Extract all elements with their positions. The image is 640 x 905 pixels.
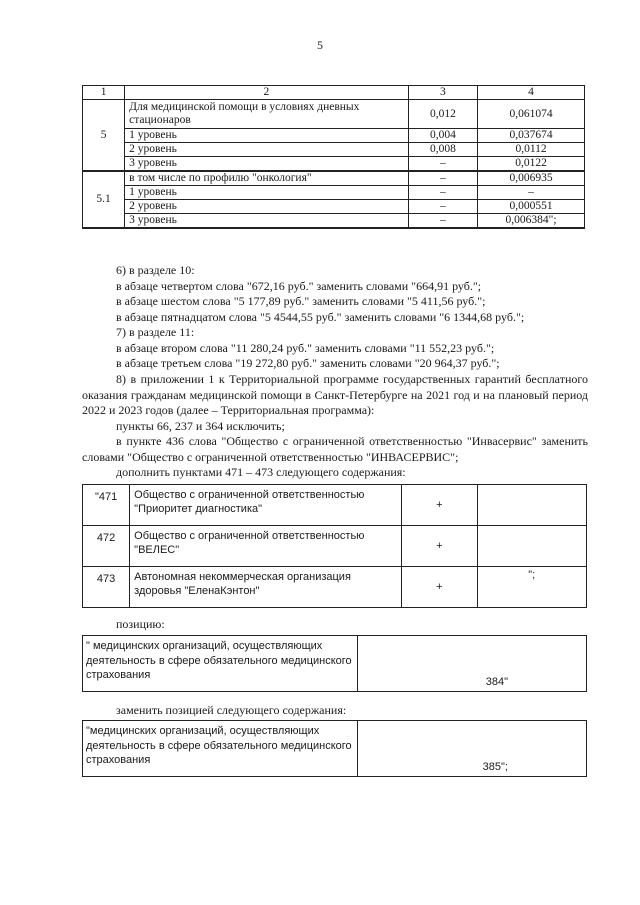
organizations-table — [82, 484, 587, 608]
table-row — [83, 186, 585, 200]
table-row — [83, 526, 587, 567]
org-name: Общество с ограниченной ответственностью "ВЕЛЕС" — [130, 526, 402, 567]
paragraph: в пункте 436 слова "Общество с ограниченной ответственностью "Инвасервис" заменить словами "Общество с ограниченной ответственностью "ИНВАСЕРВИС"; — [82, 434, 588, 464]
table-row — [83, 721, 587, 777]
row-label: Для медицинской помощи в условиях дневных стационаров — [125, 100, 409, 129]
position-text: " медицинских организаций, осуществляющих деятельность в сфере обязательного медицинского страхования — [83, 636, 358, 692]
row-value: 0,0112 — [478, 143, 585, 157]
paragraph: в абзаце шестом слова "5 177,89 руб." заменить словами "5 411,56 руб."; — [116, 294, 486, 308]
row-value: 0,004 — [408, 129, 477, 143]
paragraph: в абзаце пятнадцатом слова "5 4544,55 руб." заменить словами "6 1344,68 руб."; — [116, 310, 525, 324]
header-cell: 4 — [478, 86, 585, 100]
row-value: – — [478, 186, 585, 200]
table-row — [83, 200, 585, 214]
replace-label: заменить позицией следующего содержания: — [116, 703, 347, 717]
paragraph: пункты 66, 237 и 364 исключить; — [116, 419, 285, 433]
row-value: – — [408, 200, 477, 214]
position-value: 384" — [357, 636, 586, 692]
paragraph: в абзаце третьем слова "19 272,80 руб." заменить словами "20 964,37 руб."; — [116, 356, 500, 370]
row-number: 473 — [83, 567, 130, 608]
table-row — [83, 214, 585, 229]
row-value: – — [408, 186, 477, 200]
row-value: – — [408, 214, 477, 229]
table-row — [83, 157, 585, 172]
volumes-table — [82, 85, 585, 229]
page-number: 5 — [317, 38, 323, 52]
table-row — [83, 143, 585, 157]
row-label: 3 уровень — [125, 214, 409, 229]
table-row — [83, 171, 585, 186]
row-label: в том числе по профилю "онкология" — [125, 171, 409, 186]
paragraph: в абзаце втором слова "11 280,24 руб." заменить словами "11 552,23 руб."; — [116, 341, 495, 355]
table-row — [83, 129, 585, 143]
position-label: позицию: — [116, 617, 165, 631]
row-value: 0,008 — [408, 143, 477, 157]
org-name: Общество с ограниченной ответственностью "Приоритет диагностика" — [130, 485, 402, 526]
table-header-row — [83, 86, 585, 100]
paragraph: дополнить пунктами 471 – 473 следующего содержания: — [116, 465, 406, 479]
table-row — [83, 100, 585, 129]
table-row — [83, 567, 587, 608]
row-value: – — [408, 171, 477, 186]
row-value: 0,0122 — [478, 157, 585, 172]
position-box-new — [82, 720, 587, 777]
row-number: 5.1 — [83, 171, 125, 228]
table-row — [83, 636, 587, 692]
row-label: 2 уровень — [125, 200, 409, 214]
position-value: 385"; — [357, 721, 586, 777]
row-label: 3 уровень — [125, 157, 409, 172]
row-value: 0,006935 — [478, 171, 585, 186]
row-value: 0,061074 — [478, 100, 585, 129]
paragraph: 8) в приложении 1 к Территориальной программе государственных гарантий бесплатного оказания гражданам медицинской помощи в Санкт-Петербурге на 2021 год и на плановый период 2022 и 2023 годов (далее – Территориальная программа): — [82, 372, 588, 418]
paragraph: 6) в разделе 10: — [116, 263, 195, 277]
row-number: 472 — [83, 526, 130, 567]
row-label: 1 уровень — [125, 186, 409, 200]
row-value: 0,012 — [408, 100, 477, 129]
table-row — [83, 485, 587, 526]
header-cell: 1 — [83, 86, 125, 100]
header-cell: 3 — [408, 86, 477, 100]
row-value — [477, 485, 586, 526]
plus-mark: + — [402, 567, 477, 608]
row-value: "; — [477, 567, 586, 608]
position-box-old — [82, 635, 587, 692]
row-value: 0,037674 — [478, 129, 585, 143]
row-number: 5 — [83, 100, 125, 172]
plus-mark: + — [402, 526, 477, 567]
header-cell: 2 — [125, 86, 409, 100]
plus-mark: + — [402, 485, 477, 526]
row-number: "471 — [83, 485, 130, 526]
row-value: 0,000551 — [478, 200, 585, 214]
row-value: – — [408, 157, 477, 172]
org-name: Автономная некоммерческая организация здоровья "ЕленаКэнтон" — [130, 567, 402, 608]
paragraph: 7) в разделе 11: — [116, 325, 195, 339]
row-label: 2 уровень — [125, 143, 409, 157]
row-value: 0,006384"; — [478, 214, 585, 229]
position-text: "медицинских организаций, осуществляющих деятельность в сфере обязательного медицинского страхования — [83, 721, 358, 777]
paragraph: в абзаце четвертом слова "672,16 руб." заменить словами "664,91 руб."; — [116, 279, 482, 293]
row-value — [477, 526, 586, 567]
row-label: 1 уровень — [125, 129, 409, 143]
